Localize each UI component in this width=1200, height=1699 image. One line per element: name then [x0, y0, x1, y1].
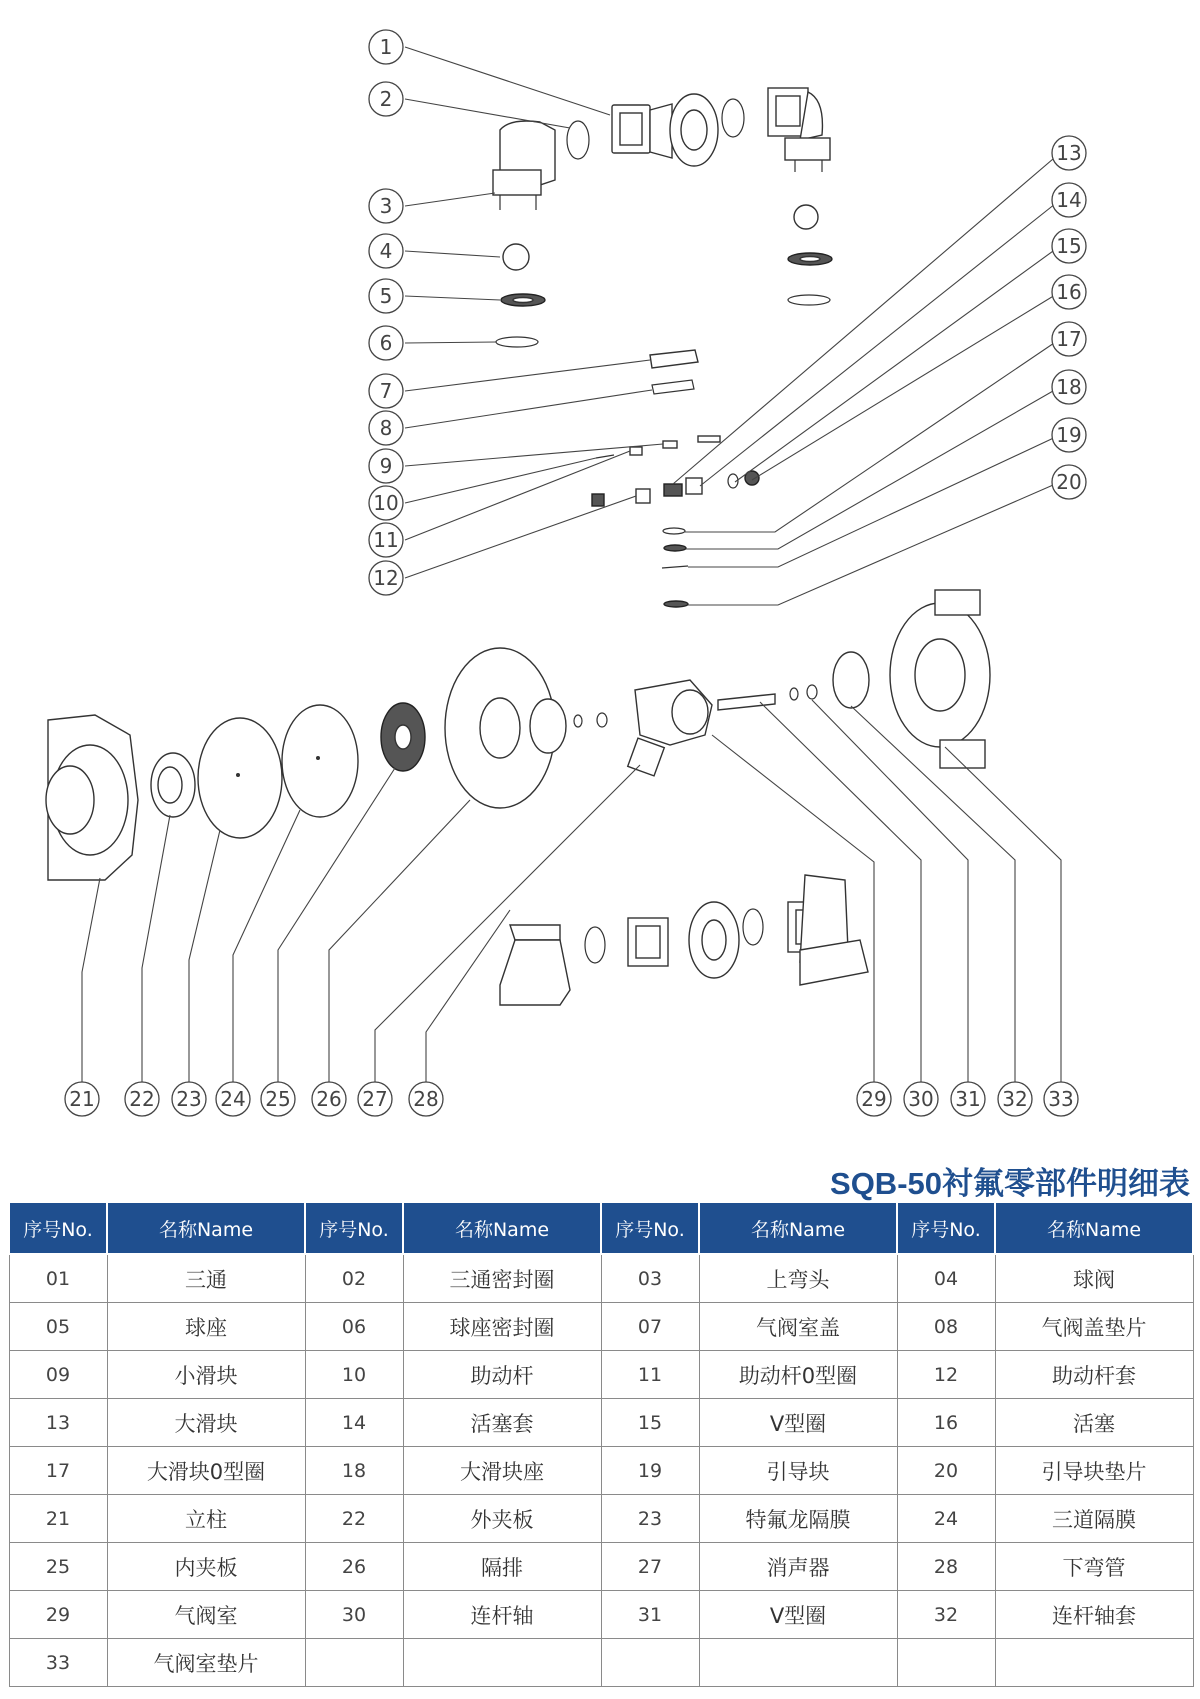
part-name-cell: 气阀盖垫片: [995, 1303, 1193, 1351]
part-number-cell: 29: [9, 1591, 107, 1639]
part-name-cell: 活塞套: [403, 1399, 601, 1447]
part-name-cell: 大滑块: [107, 1399, 305, 1447]
part-number-cell: 28: [897, 1543, 995, 1591]
svg-text:32: 32: [1002, 1087, 1028, 1111]
part-number-cell: 20: [897, 1447, 995, 1495]
part-number-cell: 15: [601, 1399, 699, 1447]
svg-text:14: 14: [1056, 188, 1082, 212]
part-number-cell: 12: [897, 1351, 995, 1399]
svg-text:2: 2: [379, 87, 393, 111]
callout-14: [1052, 183, 1086, 217]
table-row: [9, 1351, 1193, 1399]
header-name: 名称Name: [699, 1202, 897, 1254]
part-number-cell: 16: [897, 1399, 995, 1447]
part-number-cell: 22: [305, 1495, 403, 1543]
part-name-cell: 隔排: [403, 1543, 601, 1591]
part-name-cell: [403, 1639, 601, 1687]
svg-text:26: 26: [316, 1087, 342, 1111]
part-name-cell: 气阀室盖: [699, 1303, 897, 1351]
header-name: 名称Name: [107, 1202, 305, 1254]
part-number-cell: 11: [601, 1351, 699, 1399]
callout-4: [369, 234, 403, 268]
part-number-cell: 32: [897, 1591, 995, 1639]
part-name-cell: [995, 1639, 1193, 1687]
part-number-cell: [897, 1639, 995, 1687]
part-name-cell: 连杆轴: [403, 1591, 601, 1639]
part-name-cell: 下弯管: [995, 1543, 1193, 1591]
callout-9: [369, 449, 403, 483]
callout-20: [1052, 465, 1086, 499]
svg-text:7: 7: [379, 379, 393, 403]
table-header-row: [9, 1202, 1193, 1254]
table-row: [9, 1639, 1193, 1687]
svg-text:16: 16: [1056, 280, 1082, 304]
svg-text:10: 10: [373, 491, 399, 515]
part-number-cell: 30: [305, 1591, 403, 1639]
part-number-cell: 23: [601, 1495, 699, 1543]
callout-5: [369, 279, 403, 313]
part-number-cell: 07: [601, 1303, 699, 1351]
callout-6: [369, 326, 403, 360]
callout-1: [369, 30, 403, 64]
part-name-cell: 球座密封圈: [403, 1303, 601, 1351]
svg-text:22: 22: [129, 1087, 155, 1111]
svg-text:23: 23: [176, 1087, 202, 1111]
table-row: [9, 1447, 1193, 1495]
svg-text:33: 33: [1048, 1087, 1074, 1111]
header-no: 序号No.: [9, 1202, 107, 1254]
svg-text:12: 12: [373, 566, 399, 590]
callout-7: [369, 374, 403, 408]
part-name-cell: 立柱: [107, 1495, 305, 1543]
part-name-cell: 大滑块0型圈: [107, 1447, 305, 1495]
leader-lines: [82, 47, 1061, 1082]
part-name-cell: 上弯头: [699, 1254, 897, 1303]
part-name-cell: 活塞: [995, 1399, 1193, 1447]
part-number-cell: 18: [305, 1447, 403, 1495]
callout-11: [369, 523, 403, 557]
svg-text:13: 13: [1056, 141, 1082, 165]
table-body: [9, 1254, 1193, 1687]
part-name-cell: 球阀: [995, 1254, 1193, 1303]
part-number-cell: 09: [9, 1351, 107, 1399]
header-no: 序号No.: [897, 1202, 995, 1254]
callout-33: [1044, 1082, 1078, 1116]
part-number-cell: 24: [897, 1495, 995, 1543]
svg-text:6: 6: [379, 331, 393, 355]
callout-18: [1052, 370, 1086, 404]
svg-text:27: 27: [362, 1087, 388, 1111]
svg-text:29: 29: [861, 1087, 887, 1111]
svg-text:4: 4: [379, 239, 393, 263]
part-name-cell: 助动杆套: [995, 1351, 1193, 1399]
part-number-cell: 10: [305, 1351, 403, 1399]
callout-17: [1052, 322, 1086, 356]
part-name-cell: 球座: [107, 1303, 305, 1351]
part-number-cell: 08: [897, 1303, 995, 1351]
svg-text:9: 9: [379, 454, 393, 478]
svg-text:20: 20: [1056, 470, 1082, 494]
part-name-cell: 内夹板: [107, 1543, 305, 1591]
callout-27: [358, 1082, 392, 1116]
callout-21: [65, 1082, 99, 1116]
callout-28: [409, 1082, 443, 1116]
part-name-cell: 大滑块座: [403, 1447, 601, 1495]
part-number-cell: 06: [305, 1303, 403, 1351]
part-name-cell: 外夹板: [403, 1495, 601, 1543]
callout-10: [369, 486, 403, 520]
callout-22: [125, 1082, 159, 1116]
middle-parts: [46, 590, 990, 880]
part-name-cell: [699, 1639, 897, 1687]
part-number-cell: 05: [9, 1303, 107, 1351]
part-name-cell: 三通密封圈: [403, 1254, 601, 1303]
table-row: [9, 1495, 1193, 1543]
part-name-cell: 连杆轴套: [995, 1591, 1193, 1639]
callout-30: [904, 1082, 938, 1116]
header-no: 序号No.: [601, 1202, 699, 1254]
part-number-cell: 17: [9, 1447, 107, 1495]
callout-2: [369, 82, 403, 116]
callout-16: [1052, 275, 1086, 309]
part-number-cell: 33: [9, 1639, 107, 1687]
part-name-cell: 消声器: [699, 1543, 897, 1591]
svg-text:31: 31: [955, 1087, 981, 1111]
part-name-cell: 助动杆0型圈: [699, 1351, 897, 1399]
part-number-cell: 19: [601, 1447, 699, 1495]
svg-text:3: 3: [379, 194, 393, 218]
parts-table: [8, 1201, 1194, 1687]
part-number-cell: 01: [9, 1254, 107, 1303]
svg-text:19: 19: [1056, 423, 1082, 447]
callout-29: [857, 1082, 891, 1116]
callout-25: [261, 1082, 295, 1116]
part-number-cell: [601, 1639, 699, 1687]
part-number-cell: 13: [9, 1399, 107, 1447]
part-number-cell: 02: [305, 1254, 403, 1303]
callout-23: [172, 1082, 206, 1116]
svg-text:17: 17: [1056, 327, 1082, 351]
part-name-cell: 助动杆: [403, 1351, 601, 1399]
svg-text:8: 8: [379, 416, 393, 440]
svg-text:28: 28: [413, 1087, 439, 1111]
lower-parts: [500, 875, 868, 1005]
header-no: 序号No.: [305, 1202, 403, 1254]
svg-text:25: 25: [265, 1087, 291, 1111]
callout-15: [1052, 229, 1086, 263]
callout-32: [998, 1082, 1032, 1116]
table-row: [9, 1543, 1193, 1591]
part-number-cell: 25: [9, 1543, 107, 1591]
callout-8: [369, 411, 403, 445]
svg-text:11: 11: [373, 528, 399, 552]
svg-text:30: 30: [908, 1087, 934, 1111]
svg-text:24: 24: [220, 1087, 246, 1111]
part-number-cell: 04: [897, 1254, 995, 1303]
part-name-cell: V型圈: [699, 1399, 897, 1447]
callout-13: [1052, 136, 1086, 170]
table-row: [9, 1303, 1193, 1351]
part-number-cell: [305, 1639, 403, 1687]
part-name-cell: 引导块: [699, 1447, 897, 1495]
svg-text:1: 1: [379, 35, 393, 59]
part-name-cell: 三通: [107, 1254, 305, 1303]
svg-text:15: 15: [1056, 234, 1082, 258]
callout-3: [369, 189, 403, 223]
svg-text:5: 5: [379, 284, 393, 308]
callout-26: [312, 1082, 346, 1116]
header-name: 名称Name: [995, 1202, 1193, 1254]
part-name-cell: 三道隔膜: [995, 1495, 1193, 1543]
part-number-cell: 26: [305, 1543, 403, 1591]
part-name-cell: V型圈: [699, 1591, 897, 1639]
part-number-cell: 21: [9, 1495, 107, 1543]
part-number-cell: 31: [601, 1591, 699, 1639]
header-name: 名称Name: [403, 1202, 601, 1254]
part-name-cell: 气阀室垫片: [107, 1639, 305, 1687]
callout-19: [1052, 418, 1086, 452]
part-name-cell: 气阀室: [107, 1591, 305, 1639]
svg-text:21: 21: [69, 1087, 95, 1111]
part-number-cell: 27: [601, 1543, 699, 1591]
part-name-cell: 特氟龙隔膜: [699, 1495, 897, 1543]
table-row: [9, 1254, 1193, 1303]
callout-24: [216, 1082, 250, 1116]
callout-12: [369, 561, 403, 595]
callout-31: [951, 1082, 985, 1116]
table-title: SQB-50衬氟零部件明细表: [830, 1166, 1190, 1201]
part-name-cell: 小滑块: [107, 1351, 305, 1399]
part-number-cell: 03: [601, 1254, 699, 1303]
svg-text:18: 18: [1056, 375, 1082, 399]
table-row: [9, 1399, 1193, 1447]
table-row: [9, 1591, 1193, 1639]
part-number-cell: 14: [305, 1399, 403, 1447]
part-name-cell: 引导块垫片: [995, 1447, 1193, 1495]
